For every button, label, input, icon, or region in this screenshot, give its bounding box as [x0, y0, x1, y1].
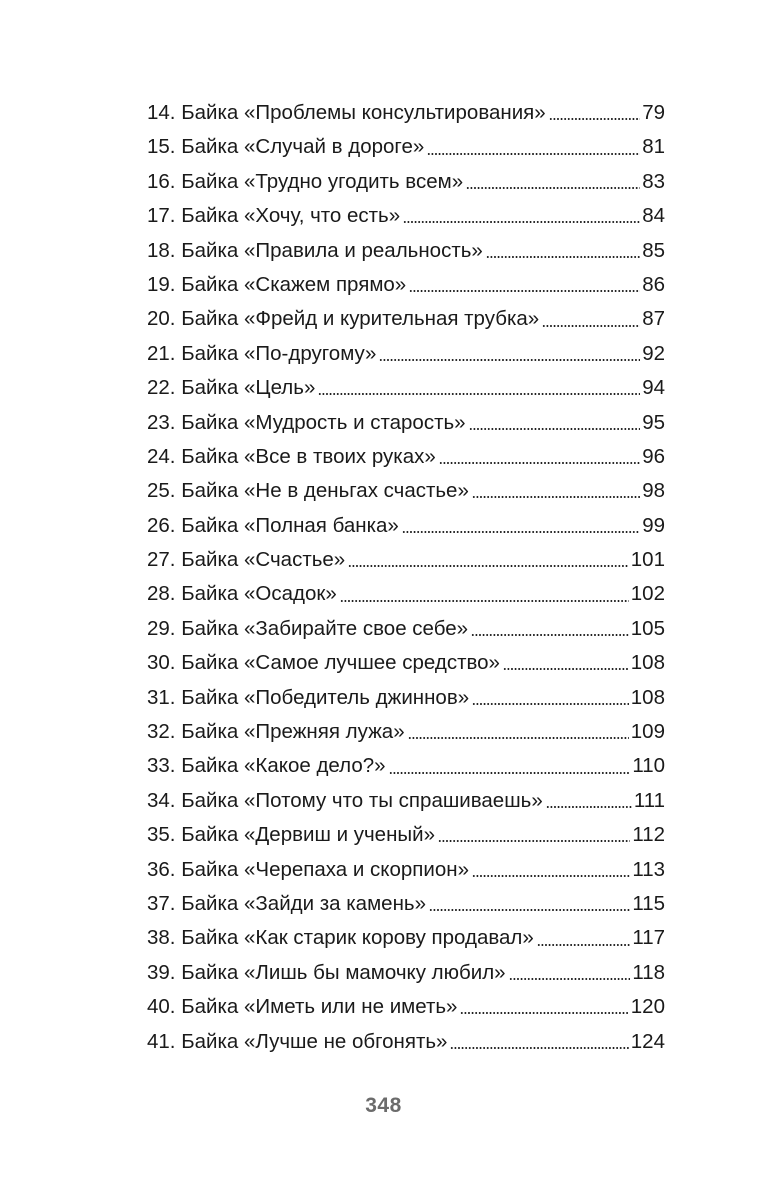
dot-leader	[472, 702, 629, 706]
toc-entry	[147, 577, 665, 611]
toc-entry-title: 34. Байка «Потому что ты спрашиваешь»	[147, 788, 543, 812]
dot-leader	[340, 599, 629, 603]
toc-entry-title: 37. Байка «Зайди за камень»	[147, 891, 426, 915]
toc-entry	[147, 1025, 665, 1059]
toc-entry-title: 33. Байка «Какое дело?»	[147, 754, 386, 778]
toc-entry	[147, 887, 665, 921]
dot-leader	[439, 461, 640, 465]
dot-leader	[472, 495, 640, 499]
toc-entry-title: 21. Байка «По-другому»	[147, 341, 377, 365]
toc-entry-title: 19. Байка «Скажем прямо»	[147, 272, 407, 296]
toc-entry	[147, 165, 665, 199]
dot-leader	[549, 117, 641, 121]
toc-entry-title: 35. Байка «Дервиш и ученый»	[147, 823, 435, 847]
toc-entry	[147, 646, 665, 680]
toc-entry-page: 81	[642, 135, 665, 159]
dot-leader	[318, 392, 640, 396]
toc-entry-page: 99	[642, 513, 665, 537]
dot-leader	[537, 943, 631, 947]
toc-entry	[147, 681, 665, 715]
toc-entry-title: 39. Байка «Лишь бы мамочку любил»	[147, 960, 506, 984]
dot-leader	[472, 874, 630, 878]
toc-entry	[147, 612, 665, 646]
toc-entry-title: 24. Байка «Все в твоих руках»	[147, 444, 436, 468]
toc-entry	[147, 853, 665, 887]
toc-entry-page: 85	[642, 238, 665, 262]
toc-entry	[147, 543, 665, 577]
toc-entry-page: 115	[632, 891, 665, 915]
dot-leader	[429, 908, 630, 912]
toc-entry-title: 14. Байка «Проблемы консультирования»	[147, 101, 546, 124]
toc-entry-page: 95	[642, 410, 665, 434]
dot-leader	[466, 186, 640, 190]
dot-leader	[450, 1046, 628, 1050]
dot-leader	[402, 530, 640, 534]
toc-entry-title: 29. Байка «Забирайте свое себе»	[147, 616, 469, 640]
toc-entry-page: 101	[630, 548, 665, 572]
toc-entry-page: 117	[632, 926, 665, 950]
toc-entry	[147, 96, 665, 130]
toc-entry-title: 20. Байка «Фрейд и курительная трубка»	[147, 307, 540, 331]
toc-entry-page: 112	[632, 823, 665, 847]
toc-entry	[147, 371, 665, 405]
dot-leader	[503, 667, 629, 671]
dot-leader	[486, 255, 640, 259]
dot-leader	[460, 1011, 628, 1015]
toc-entry	[147, 199, 665, 233]
dot-leader	[379, 358, 640, 362]
toc-entry-page: 113	[632, 857, 665, 881]
toc-entry-title: 40. Байка «Иметь или не иметь»	[147, 995, 458, 1019]
toc-entry	[147, 130, 665, 164]
toc-entry-title: 23. Байка «Мудрость и старость»	[147, 410, 466, 434]
toc-entry-title: 16. Байка «Трудно угодить всем»	[147, 169, 464, 193]
toc-entry-title: 17. Байка «Хочу, что есть»	[147, 204, 401, 228]
toc-entry-title: 18. Байка «Правила и реальность»	[147, 238, 483, 262]
toc-entry-page: 92	[642, 341, 665, 365]
toc-entry-title: 27. Байка «Счастье»	[147, 548, 346, 572]
dot-leader	[408, 736, 629, 740]
toc-entry-page: 108	[630, 651, 665, 675]
toc-entry-title: 22. Байка «Цель»	[147, 376, 316, 400]
toc-entry	[147, 990, 665, 1024]
toc-entry-page: 105	[630, 616, 665, 640]
toc-entry	[147, 440, 665, 474]
dot-leader	[427, 152, 640, 156]
toc-entry-title: 32. Байка «Прежняя лужа»	[147, 720, 405, 744]
toc-entry-page: 84	[642, 204, 665, 228]
toc-entry	[147, 234, 665, 268]
toc-entry	[147, 474, 665, 508]
dot-leader	[409, 289, 640, 293]
toc-entry	[147, 509, 665, 543]
toc-entry-page: 111	[633, 788, 665, 812]
dot-leader	[348, 564, 629, 568]
toc-entry-page: 86	[642, 272, 665, 296]
toc-entry-title: 15. Байка «Случай в дороге»	[147, 135, 425, 159]
toc-entry-page: 94	[642, 376, 665, 400]
toc-entry-title: 36. Байка «Черепаха и скорпион»	[147, 857, 469, 881]
toc-entry-title: 26. Байка «Полная банка»	[147, 513, 399, 537]
toc-entry-title: 28. Байка «Осадок»	[147, 582, 337, 606]
toc-entry-page: 110	[632, 754, 665, 778]
toc-entry-page: 118	[632, 960, 665, 984]
toc-entry	[147, 406, 665, 440]
toc-entry	[147, 715, 665, 749]
toc-entry	[147, 921, 665, 955]
toc-entry	[147, 784, 665, 818]
toc-entry	[147, 956, 665, 990]
toc-entry	[147, 302, 665, 336]
toc-entry	[147, 818, 665, 852]
toc-entry-page: 108	[630, 685, 665, 709]
toc-entry	[147, 337, 665, 371]
dot-leader	[542, 324, 640, 328]
toc-entry-page: 102	[630, 582, 665, 606]
dot-leader	[438, 839, 630, 843]
dot-leader	[389, 771, 631, 775]
toc-entry-page: 120	[630, 995, 665, 1019]
dot-leader	[546, 805, 632, 809]
dot-leader	[471, 633, 629, 637]
dot-leader	[509, 977, 631, 981]
toc-entry-page: 79	[642, 101, 665, 124]
dot-leader	[403, 220, 640, 224]
toc-entry-page: 96	[642, 444, 665, 468]
toc-entry-page: 87	[642, 307, 665, 331]
toc-entry	[147, 268, 665, 302]
page-number: 348	[365, 1094, 402, 1117]
toc-entry-page: 124	[630, 1029, 665, 1053]
toc-entry-title: 41. Байка «Лучше не обгонять»	[147, 1029, 448, 1053]
toc-entry-title: 38. Байка «Как старик корову продавал»	[147, 926, 534, 950]
toc-entry	[147, 749, 665, 783]
toc-entry-title: 31. Байка «Победитель джиннов»	[147, 685, 470, 709]
table-of-contents	[147, 96, 665, 1059]
toc-entry-page: 83	[642, 169, 665, 193]
toc-entry-title: 25. Байка «Не в деньгах счастье»	[147, 479, 469, 503]
toc-entry-page: 109	[630, 720, 665, 744]
toc-entry-page: 98	[642, 479, 665, 503]
toc-entry-title: 30. Байка «Самое лучшее средство»	[147, 651, 500, 675]
dot-leader	[469, 427, 641, 431]
